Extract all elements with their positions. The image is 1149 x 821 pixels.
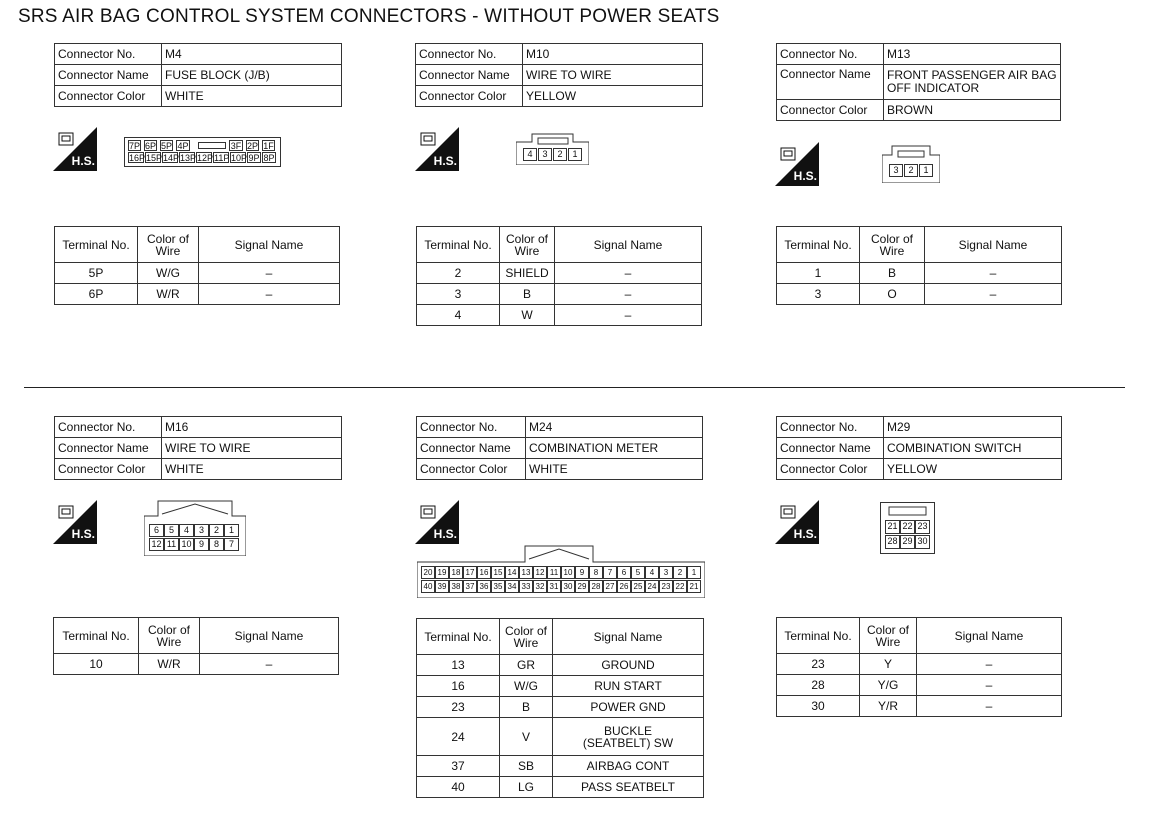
pin-label: 2P [247,141,259,151]
terminal-no: 4 [417,305,500,326]
pin-label: 3F [230,141,242,151]
pin-label: 10P [231,153,248,163]
connector-color: YELLOW [523,86,703,107]
header-signal-name: Signal Name [200,618,339,654]
pin-label: 15 [491,566,505,579]
pin-label: 11 [164,538,179,551]
pin-label: 11P [214,153,230,163]
harness-side-icon [415,500,459,544]
pin-label: 6 [617,566,631,579]
signal-name: AIRBAG CONT [553,756,704,777]
header-terminal-no: Terminal No. [777,618,860,654]
pin-label: 35 [491,580,505,593]
pin-label: 15P [146,153,163,163]
pin-label: 27 [603,580,617,593]
signal-name: – [199,284,340,305]
table-row [417,655,704,676]
header-terminal-no: Terminal No. [54,618,139,654]
harness-side-icon [775,142,819,186]
connector-face-m4 [124,137,281,167]
signal-name: – [200,654,339,675]
connector-name: WIRE TO WIRE [523,65,703,86]
pin-label: 33 [519,580,533,593]
connector-no: M24 [526,417,703,438]
pin-label: 34 [505,580,519,593]
header-signal-name: Signal Name [199,227,340,263]
pin-label: 5P [161,141,173,151]
hs-label: H.S. [793,527,817,541]
connector-face-m24 [417,545,705,598]
connector-info-m4 [54,43,342,107]
label-connector-name: Connector Name [777,65,884,100]
pin-label: 37 [463,580,477,593]
header-terminal-no: Terminal No. [777,227,860,263]
pin-label: 39 [435,580,449,593]
pin-label: 12P [197,153,214,163]
label-connector-color: Connector Color [416,86,523,107]
connector-name: FRONT PASSENGER AIR BAG OFF INDICATOR [884,65,1061,100]
pin-label: 11 [547,566,561,579]
pin-label: 2 [553,148,567,161]
terminal-no: 40 [417,777,500,798]
table-row [417,676,704,697]
connector-info-m10 [415,43,703,107]
table-row [777,675,1062,696]
signal-name: – [925,284,1062,305]
pin-label: 4 [645,566,659,579]
pin-label: 4 [523,148,537,161]
pin-label: 5 [631,566,645,579]
pin-label: 10 [179,538,194,551]
header-color-of-wire: Color of Wire [139,618,200,654]
label-connector-no: Connector No. [416,44,523,65]
label-connector-no: Connector No. [417,417,526,438]
connector-no: M10 [523,44,703,65]
table-row [777,696,1062,717]
terminal-no: 23 [417,697,500,718]
connector-color: BROWN [884,100,1061,121]
table-row [417,756,704,777]
signal-name: RUN START [553,676,704,697]
header-terminal-no: Terminal No. [417,619,500,655]
label-connector-no: Connector No. [55,417,162,438]
pin-label: 14P [163,153,180,163]
table-row [55,263,340,284]
pin-label: 22 [673,580,687,593]
pin-label: 20 [421,566,435,579]
header-color-of-wire: Color of Wire [500,227,555,263]
pin-label: 12 [533,566,547,579]
pin-label: 7 [603,566,617,579]
terminal-no: 10 [54,654,139,675]
label-connector-color: Connector Color [55,459,162,480]
terminal-no: 24 [417,718,500,756]
connector-no: M13 [884,44,1061,65]
wire-color: W [500,305,555,326]
connector-info-m16 [54,416,342,480]
pin-label: 19 [435,566,449,579]
wire-color: B [500,697,553,718]
pin-label: 3 [194,524,209,537]
pin-label: 6 [149,524,164,537]
signal-name: – [917,675,1062,696]
wire-color: W/R [138,284,199,305]
connector-info-m13 [776,43,1061,121]
connector-no: M29 [884,417,1062,438]
table-row [417,305,702,326]
pin-label: 22 [900,520,915,534]
connector-info-m24 [416,416,703,480]
pin-label: 8 [589,566,603,579]
pin-label: 38 [449,580,463,593]
pin-label: 40 [421,580,435,593]
pin-label: 18 [449,566,463,579]
pin-label: 29 [575,580,589,593]
pin-label: 17 [463,566,477,579]
pin-label: 9P [248,153,260,163]
pin-label: 21 [687,580,701,593]
connector-name: WIRE TO WIRE [162,438,342,459]
pin-label: 23 [659,580,673,593]
wire-color: V [500,718,553,756]
pin-label: 9 [194,538,209,551]
label-connector-name: Connector Name [417,438,526,459]
hs-label: H.S. [71,154,95,168]
terminal-no: 16 [417,676,500,697]
pin-label: 14 [505,566,519,579]
hs-label: H.S. [433,154,457,168]
pin-label: 13P [180,153,197,163]
wire-color: GR [500,655,553,676]
terminal-table-m16 [53,617,339,675]
terminal-no: 13 [417,655,500,676]
terminal-table-m10 [416,226,702,326]
pin-label: 26 [617,580,631,593]
connector-no: M4 [162,44,342,65]
label-connector-name: Connector Name [55,65,162,86]
label-connector-name: Connector Name [777,438,884,459]
pin-label: 3 [659,566,673,579]
label-connector-color: Connector Color [777,100,884,121]
table-row [417,263,702,284]
terminal-table-m29 [776,617,1062,717]
terminal-no: 1 [777,263,860,284]
wire-color: W/G [500,676,553,697]
table-row [417,697,704,718]
wire-color: Y/G [860,675,917,696]
pin-label: 36 [477,580,491,593]
hs-label: H.S. [433,527,457,541]
pin-label: 29 [900,535,915,549]
pin-label: 2 [209,524,224,537]
pin-label: 4 [179,524,194,537]
harness-side-icon [53,500,97,544]
pin-label: 1 [224,524,239,537]
connector-name: COMBINATION SWITCH [884,438,1062,459]
signal-name: – [555,263,702,284]
harness-side-icon [775,500,819,544]
page-title: SRS AIR BAG CONTROL SYSTEM CONNECTORS - WITHOUT POWER SEATS [18,6,720,27]
pin-label: 8 [209,538,224,551]
wire-color: Y/R [860,696,917,717]
signal-name: – [555,284,702,305]
pin-label: 9 [575,566,589,579]
header-terminal-no: Terminal No. [417,227,500,263]
label-connector-no: Connector No. [777,44,884,65]
hs-label: H.S. [793,169,817,183]
signal-name: BUCKLE (SEATBELT) SW [553,718,704,756]
wire-color: Y [860,654,917,675]
latch [198,142,226,149]
pin-label: 13 [519,566,533,579]
terminal-no: 30 [777,696,860,717]
harness-side-icon [415,127,459,171]
signal-name: – [555,305,702,326]
pin-label: 1 [919,164,933,177]
section-divider [24,387,1125,388]
header-terminal-no: Terminal No. [55,227,138,263]
wire-color: O [860,284,925,305]
signal-name: – [917,696,1062,717]
pin-label: 7P [129,141,141,151]
connector-face-m13 [882,145,940,183]
pin-label: 8P [263,153,275,163]
header-signal-name: Signal Name [925,227,1062,263]
label-connector-no: Connector No. [55,44,162,65]
label-connector-no: Connector No. [777,417,884,438]
table-row [777,263,1062,284]
connector-color: WHITE [162,459,342,480]
table-row [777,284,1062,305]
pin-label: 1F [263,141,274,151]
table-row [417,284,702,305]
label-connector-name: Connector Name [416,65,523,86]
terminal-table-m24 [416,618,704,798]
harness-side-icon [53,127,97,171]
terminal-no: 5P [55,263,138,284]
terminal-table-m13 [776,226,1062,305]
terminal-no: 2 [417,263,500,284]
pin-label: 16 [477,566,491,579]
connector-no: M16 [162,417,342,438]
terminal-no: 3 [777,284,860,305]
pin-label: 10 [561,566,575,579]
connector-info-m29 [776,416,1062,480]
signal-name: POWER GND [553,697,704,718]
wire-color: B [500,284,555,305]
pin-label: 24 [645,580,659,593]
table-row [777,654,1062,675]
header-color-of-wire: Color of Wire [500,619,553,655]
terminal-no: 28 [777,675,860,696]
label-connector-name: Connector Name [55,438,162,459]
connector-color: YELLOW [884,459,1062,480]
signal-name: GROUND [553,655,704,676]
pin-label: 5 [164,524,179,537]
wire-color: W/R [139,654,200,675]
pin-label: 28 [885,535,900,549]
table-row [417,718,704,756]
pin-label: 16P [129,153,146,163]
pin-label: 1 [687,566,701,579]
connector-name: COMBINATION METER [526,438,703,459]
label-connector-color: Connector Color [417,459,526,480]
hs-label: H.S. [71,527,95,541]
table-row [55,284,340,305]
connector-name: FUSE BLOCK (J/B) [162,65,342,86]
wire-color: B [860,263,925,284]
connector-color: WHITE [162,86,342,107]
pin-label: 25 [631,580,645,593]
connector-face-m29 [880,502,935,554]
pin-label: 4P [177,141,189,151]
header-color-of-wire: Color of Wire [860,618,917,654]
label-connector-color: Connector Color [55,86,162,107]
signal-name: – [199,263,340,284]
pin-label: 30 [561,580,575,593]
header-signal-name: Signal Name [555,227,702,263]
pin-label: 32 [533,580,547,593]
wire-color: SHIELD [500,263,555,284]
pin-label: 2 [673,566,687,579]
pin-label: 21 [885,520,900,534]
pin-label: 6P [145,141,157,151]
wire-color: SB [500,756,553,777]
terminal-no: 3 [417,284,500,305]
signal-name: – [917,654,1062,675]
pin-label: 3 [889,164,903,177]
signal-name: PASS SEATBELT [553,777,704,798]
label-connector-color: Connector Color [777,459,884,480]
terminal-no: 23 [777,654,860,675]
terminal-no: 6P [55,284,138,305]
pin-label: 31 [547,580,561,593]
pin-label: 3 [538,148,552,161]
wire-color: W/G [138,263,199,284]
header-color-of-wire: Color of Wire [138,227,199,263]
pin-label: 1 [568,148,582,161]
pin-label: 23 [915,520,930,534]
pin-label: 12 [149,538,164,551]
header-color-of-wire: Color of Wire [860,227,925,263]
connector-color: WHITE [526,459,703,480]
header-signal-name: Signal Name [553,619,704,655]
connector-face-m10 [516,132,589,165]
terminal-table-m4 [54,226,340,305]
wire-color: LG [500,777,553,798]
connector-face-m16 [144,500,246,556]
pin-label: 30 [915,535,930,549]
table-row [54,654,339,675]
terminal-no: 37 [417,756,500,777]
header-signal-name: Signal Name [917,618,1062,654]
pin-label: 2 [904,164,918,177]
pin-label: 7 [224,538,239,551]
pin-label: 28 [589,580,603,593]
signal-name: – [925,263,1062,284]
table-row [417,777,704,798]
